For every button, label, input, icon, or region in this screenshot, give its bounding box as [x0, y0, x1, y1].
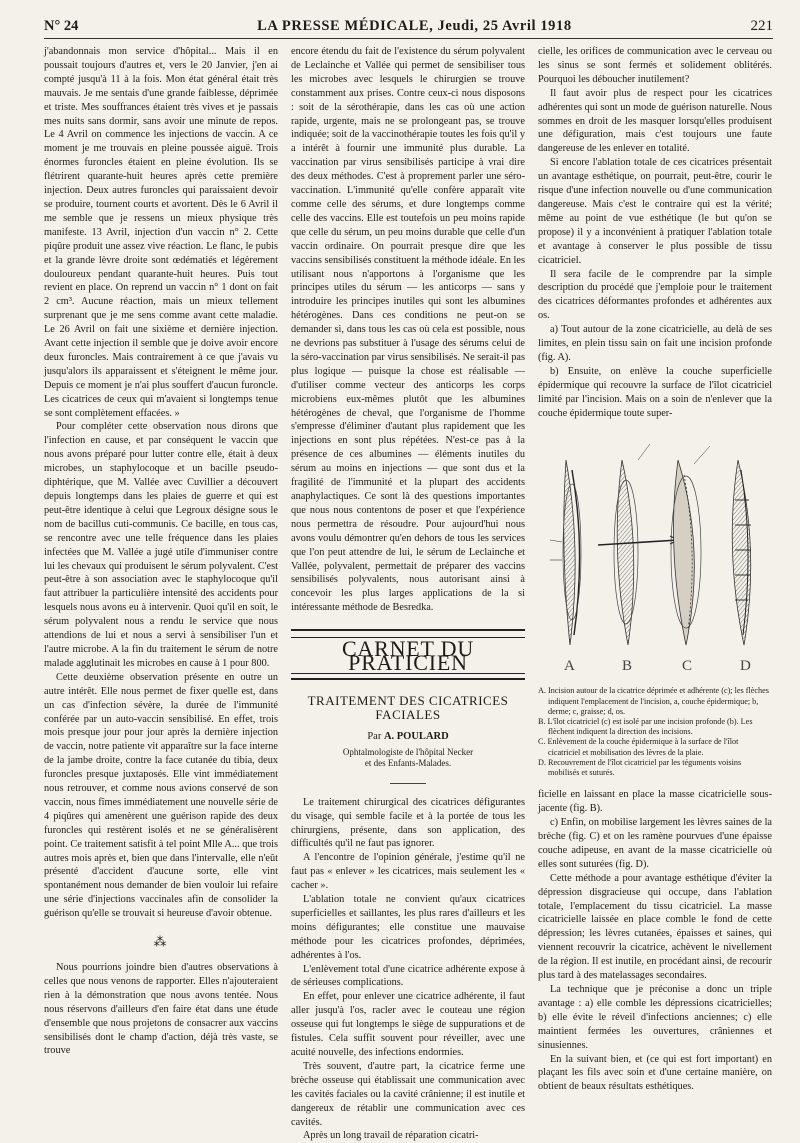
paragraph: En effet, pour enlever une cicatrice adhérente, il faut aller jusqu'à l'os, racler avec le couteau une région osseuse qui fut longtemps le siège de suppurations et de fistules. Cela suffit souvent pour réveiller, avec une acuité nouvelle, des infections endormies.: [291, 991, 525, 1058]
figure-panel-c: [671, 446, 710, 645]
paragraph: A l'encontre de l'opinion générale, j'estime qu'il ne faut pas « enlever » les cicatrices, mais seulement les « cacher ».: [291, 852, 525, 892]
author-prefix: Par: [367, 730, 384, 742]
figure-illustration: [538, 430, 772, 680]
paragraph: L'enlèvement total d'une cicatrice adhérente expose à de sérieuses complications.: [291, 963, 525, 989]
paragraph: Nous pourrions joindre bien d'autres observations à celles que nous venons de rapporter. Elles n'ajouteraient rien à la démonstration que nous avons tentée. Nous nous réservons d'ailleurs d'en faire état dans une étude d'ensemble que nous projetons de consacrer aux vaccins sensibilisés dont le champ d'action, déjà très vaste, se trouve: [44, 962, 278, 1057]
paragraph: encore étendu du fait de l'existence du sérum polyvalent de Leclainche et Vallée qui permet de sensibiliser tous les microbes avec lesquels le chirurgien se trouve constamment aux prises. Contre ceux-ci nous disposons : soit de la sérothérapie, dans les cas où une action rapide, urgente, mais ne se prolongeant pas, se trouve indiquée; soit de la vaccinothérapie toutes les fois qu'il y a intérêt à fournir une immunité plus durable. La vaccination par virus sensibilisés participe à vrai dire des deux méthodes. C'est à proprement parler une séro-vaccination. L'immunité qu'elle confère apparaît vite comme celle des sérums, et dure longtemps comme celle des vaccins. Elle est toutefois un peu moins rapide que celle du sérum, un peu moins durable que celle d'un vaccin ordinaire. On pourrait presque dire que les vaccins sensibilisés constituent la méthode idéale. En les utilisant nous n'apportons à l'organisme que les principes utiles du sérum — les anticorps — sans y introduire les principes inutiles qui sont les albumines hétérogènes. Dans ces conditions ne peut-on se demander si, dans tous les cas où cela est possible, nous ne devrions pas substituer à l'usage des sérums celui de la séro-vaccination par virus sensibilisés. Ne serait-il pas plus logique — puisque la chose est réalisable — d'utiliser comme vecteur des anticorps les corps microbiens eux-mêmes plutôt que les albumines hétérogènes de cheval, que l'organisme de l'homme s'empresse d'éliminer d'autant plus rapidement que les injections en sont plus répétées. N'est-ce pas à la présence de ces albumines — éléments inutiles du sérum au moins en injections — que sont dus et la fragilité de l'immunité et la plupart des accidents anaphylactiques. Ce sont là des questions importantes que nous nous contentons de poser et que l'expérience nous permettra de résoudre. Pour aujourd'hui nous avons voulu démontrer qu'en dehors de tous les services que l'on peut attendre de lui, le sérum de Leclainche et Vallée, polyvalent, permettait de préparer des vaccins sensibilisés polyvalents, nous autorisant ainsi à concevoir les plus larges applications de la si intéressante méthode de Besredka.: [291, 46, 525, 614]
column-right: [538, 45, 772, 1093]
paragraph: Après un long travail de réparation cicatri-: [303, 1130, 479, 1142]
paragraph: Si encore l'ablation totale de ces cicatrices présentait un avantage esthétique, on pourrait, peut-être, courir le risque d'une infection nouvelle ou d'une communication dangereuse. Mais c'est le contraire qui est la vérité; même au point de vue esthétique (le but qu'on se propose) il y a inconvénient à pratiquer l'ablation totale et avantage à conserver le plus possible de tissu cicatriciel.: [538, 157, 772, 266]
caption-line: A. Incision autour de la cicatrice déprimée et adhérente (c); les flèches indiquent l'emplacement de l'incision, a, couche épidermique; b, derme; c, graisse; d, os.: [538, 686, 769, 716]
paragraph: Pour compléter cette observation nous dirons que l'infection en cause, et par conséquent le vaccin que nous avons préparé pour lutter contre elle, était à deux microbes, un staphylocoque et un bacille pseudo-diphtérique, que M. Vallée avec Cuvillier a découvert depuis longtemps dans les plaies de guerre et qui est peut-être identique à celui que Legroux désigne sous le nom de bacillus cuti-communis. Ce bacille, en tous cas, se rencontre avec une telle fréquence dans les plaies infectées que M. Vallée a jugé utile d'immuniser contre lui les chevaux qui produisent le sérum polyvalent. C'est peut-être à son association avec le staphylocoque qu'il faut attribuer la particulière intensité des accidents pour lesquels nous avons eu à intervenir. Quoi qu'il en soit, le sérum polyvalent nous a rendu le service que nous attendions de lui et nous a servi à sensibiliser l'un et l'autre microbe. A la fin du traitement le sérum de notre malade agglutinait les microbes en cause à 1 pour 800.: [44, 421, 278, 669]
carnet-banner: [291, 629, 525, 680]
paragraph: b) Ensuite, on enlève la couche superficielle épidermique qui recouvre la surface de l'îlot cicatriciel limité par l'incision. Mais on a soin de n'enlever que la couche épidermique toute super-: [538, 365, 772, 419]
paragraph: L'ablation totale ne convient qu'aux cicatrices superficielles et saillantes, les plus rares d'ailleurs et les moins défigurantes; elle constitue une mauvaise méthode pour les cicatrices profondes, déprimées, adhérentes à l'os.: [291, 894, 525, 961]
text-columns: [44, 45, 773, 1142]
paragraph: La technique que je préconise a donc un triple avantage : a) elle comble les dépressions cicatricielles; b) elle évite le réveil d'infections anciennes; c) elle maintient fermées les ouvertures, crâniennes et sinusiennes.: [538, 983, 772, 1051]
section-separator: ⁂: [153, 934, 169, 950]
figure-caption: [538, 686, 772, 778]
caption-line: C. Enlèvement de la couche épidermique à la surface de l'îlot cicatriciel et mobilisation des lèvres de la plaie.: [538, 737, 739, 757]
paragraph: En la suivant bien, et (ce qui est fort important) en plaçant les fils avec soin et d'une certaine manière, on obtient de beaux résultats esthétiques.: [538, 1053, 772, 1093]
paragraph: Le traitement chirurgical des cicatrices défigurantes du visage, qui semble facile et à la portée de tous les chirurgiens, présente, dans son application, des difficultés qu'il ne faut pas ignorer.: [291, 796, 525, 850]
paragraph: cielle, les orifices de communication avec le cerveau ou les sinus se sont fermés et solidement oblitérés. Pourquoi les déboucher inutilement?: [538, 46, 772, 85]
author-affiliation: [291, 747, 525, 769]
article-title: TRAITEMENT DES CICATRICES FACIALES: [307, 692, 509, 722]
paragraph: Très souvent, d'autre part, la cicatrice ferme une brèche osseuse qui établissait une communication avec les cavités faciales ou la cavité crânienne; il est inutile et dangereux de rétablir une communication avec ces cavités.: [291, 1060, 525, 1128]
author-name: A. POULARD: [383, 730, 449, 742]
carnet-title: CARNET DU PRATICIEN: [291, 637, 525, 674]
divider: [390, 783, 426, 784]
page-number: 221: [750, 18, 773, 34]
paragraph: Cette méthode a pour avantage esthétique d'éviter la dépression disgracieuse qui occupe, dans l'ablation totale, l'emplacement du tissu cicatriciel. La masse cicatricielle laissée en place comble le fond de cette dépression; les lèvres cutanées, épaisses et saines, qui viennent recouvrir la cicatrice, achèvent le nivellement de la région. Il est inutile, en procédant ainsi, de recourir plus tard à des matelassages secondaires.: [538, 872, 772, 982]
paragraph: Cette deuxième observation présente en outre un autre intérêt. Elle nous permet de fixer quelle est, dans un cas d'infection sévère, la durée de l'immunité conférée par un auto-vaccin sensibilisé. En effet, trois mois presque jour pour jour après la dernière injection de vaccin, notre patiente vit apparaître sur la face interne de la jambe droite, contre la face cutanée du tibia, deux furoncles presque juxtaposés. Elle vint immédiatement nous retrouver, et comme nous avions conservé de son vaccin, nous fîmes immédiatement une nouvelle série de 4 piqûres qui amenèrent une guérison rapide des deux furoncles qui restèrent isolés et ne se généralisèrent point. Ce traitement satisfit à tel point Mlle A... que trois autres mois après et, bien que dans l'intervalle, elle n'eût présenté d'accident d'aucune sorte, elle vint spontanément nous demander de bien vouloir lui refaire une série d'injections vaccinales afin de consolider la guérison qu'elle se trouvait si heureuse d'avoir obtenue.: [44, 671, 278, 920]
page-header: [44, 18, 773, 39]
journal-title: LA PRESSE MÉDICALE, Jeudi, 25 Avril 1918: [257, 18, 572, 34]
paragraph: ficielle en laissant en place la masse cicatricielle sous-jacente (fig. B).: [538, 789, 772, 815]
figure-panel-a: [550, 460, 581, 645]
paragraph: a) Tout autour de la zone cicatricielle, au delà de ses limites, en plein tissu sain on fait une incision profonde (fig. A).: [538, 324, 772, 363]
surgical-figure: [538, 430, 772, 680]
figure-label-b: B: [622, 658, 633, 675]
column-left: [44, 45, 278, 1085]
issue-number: N° 24: [44, 18, 79, 34]
affiliation-line: Ophtalmologiste de l'hôpital Necker: [342, 746, 474, 757]
figure-label-a: A: [564, 658, 575, 675]
article-author: [291, 730, 525, 744]
paragraph: j'abandonnais mon service d'hôpital... Mais il en poussait toujours d'autres et, vers le 20 Janvier, j'en ai compté jusqu'à 11 à la fois. Mon état général était très mauvais. Je me sentais d'une grande faiblesse, déprimée et triste. Mes souffrances étaient très vives et je passais mes nuits sans dormir, sans avoir une minute de repos. Le 4 Avril on commence les injections de vaccin. A ce moment je me trouvais en pleine poussée aiguë. Trois énormes furoncles étaient en pleine évolution. Ils se flétrirent quarante-huit heures après cette première injection. Deux autres furoncles qui paraissaient devoir se produire, tournent courts et avortent. Dès le 6 Avril il me semble que je ressens un mieux physique très manifeste. 13 Avril, injection d'un vaccin n° 2. Cette piqûre produit une assez vive réaction. Le flanc, le pubis et la grande lèvre droite sont œdématiés et légèrement douloureux pendant quarante-huit heures. Puis tout revient en place. On reprend un vaccin n° 1 dont on fait 2 cm³. Aucune réaction, mais un mieux tellement surprenant que je me sens comme avant cette maladie. Le 26 Avril on fait une sixième et dernière injection. Avant cette injection il semble que je doive avoir encore deux furoncles. Mais contrairement à ce que j'avais vu jusqu'alors ils apparaissent et s'éteignent le même jour. Depuis ce moment je n'ai plus souffert d'aucun furoncle. Les cicatrices de ceux qui m'avaient si longtemps tenue se sont complètement effacées. »: [44, 46, 278, 419]
figure-label-c: C: [682, 658, 693, 675]
figure-panel-b: [598, 444, 678, 645]
paragraph: Il sera facile de le comprendre par la simple description du procédé que j'emploie pour le traitement des cicatrices déformantes profondes et adhérentes aux os.: [538, 268, 772, 322]
column-middle: [291, 45, 525, 1142]
figure-panel-d: [732, 460, 751, 645]
affiliation-line: et des Enfants-Malades.: [364, 757, 452, 768]
caption-line: B. L'îlot cicatriciel (c) est isolé par une incision profonde (b). Les flèchent indiquent la direction des incisions.: [538, 717, 753, 737]
caption-line: D. Recouvrement de l'îlot cicatriciel par les téguments voisins mobilisés et suturés.: [538, 757, 742, 778]
figure-label-d: D: [740, 658, 751, 675]
paragraph: c) Enfin, on mobilise largement les lèvres saines de la brèche (fig. C) et on les ramène pourvues d'une épaisse couche adipeuse, en avant de la masse cicatricielle où elles sont suturées (fig. D).: [538, 817, 772, 870]
paragraph: Il faut avoir plus de respect pour les cicatrices adhérentes qui sont un mode de guérison naturelle. Nous sommes en droit de les masquer lorsqu'elles produisent une défiguration, mais c'est toujours une faute dangereuse de les enlever en totalité.: [538, 87, 772, 155]
